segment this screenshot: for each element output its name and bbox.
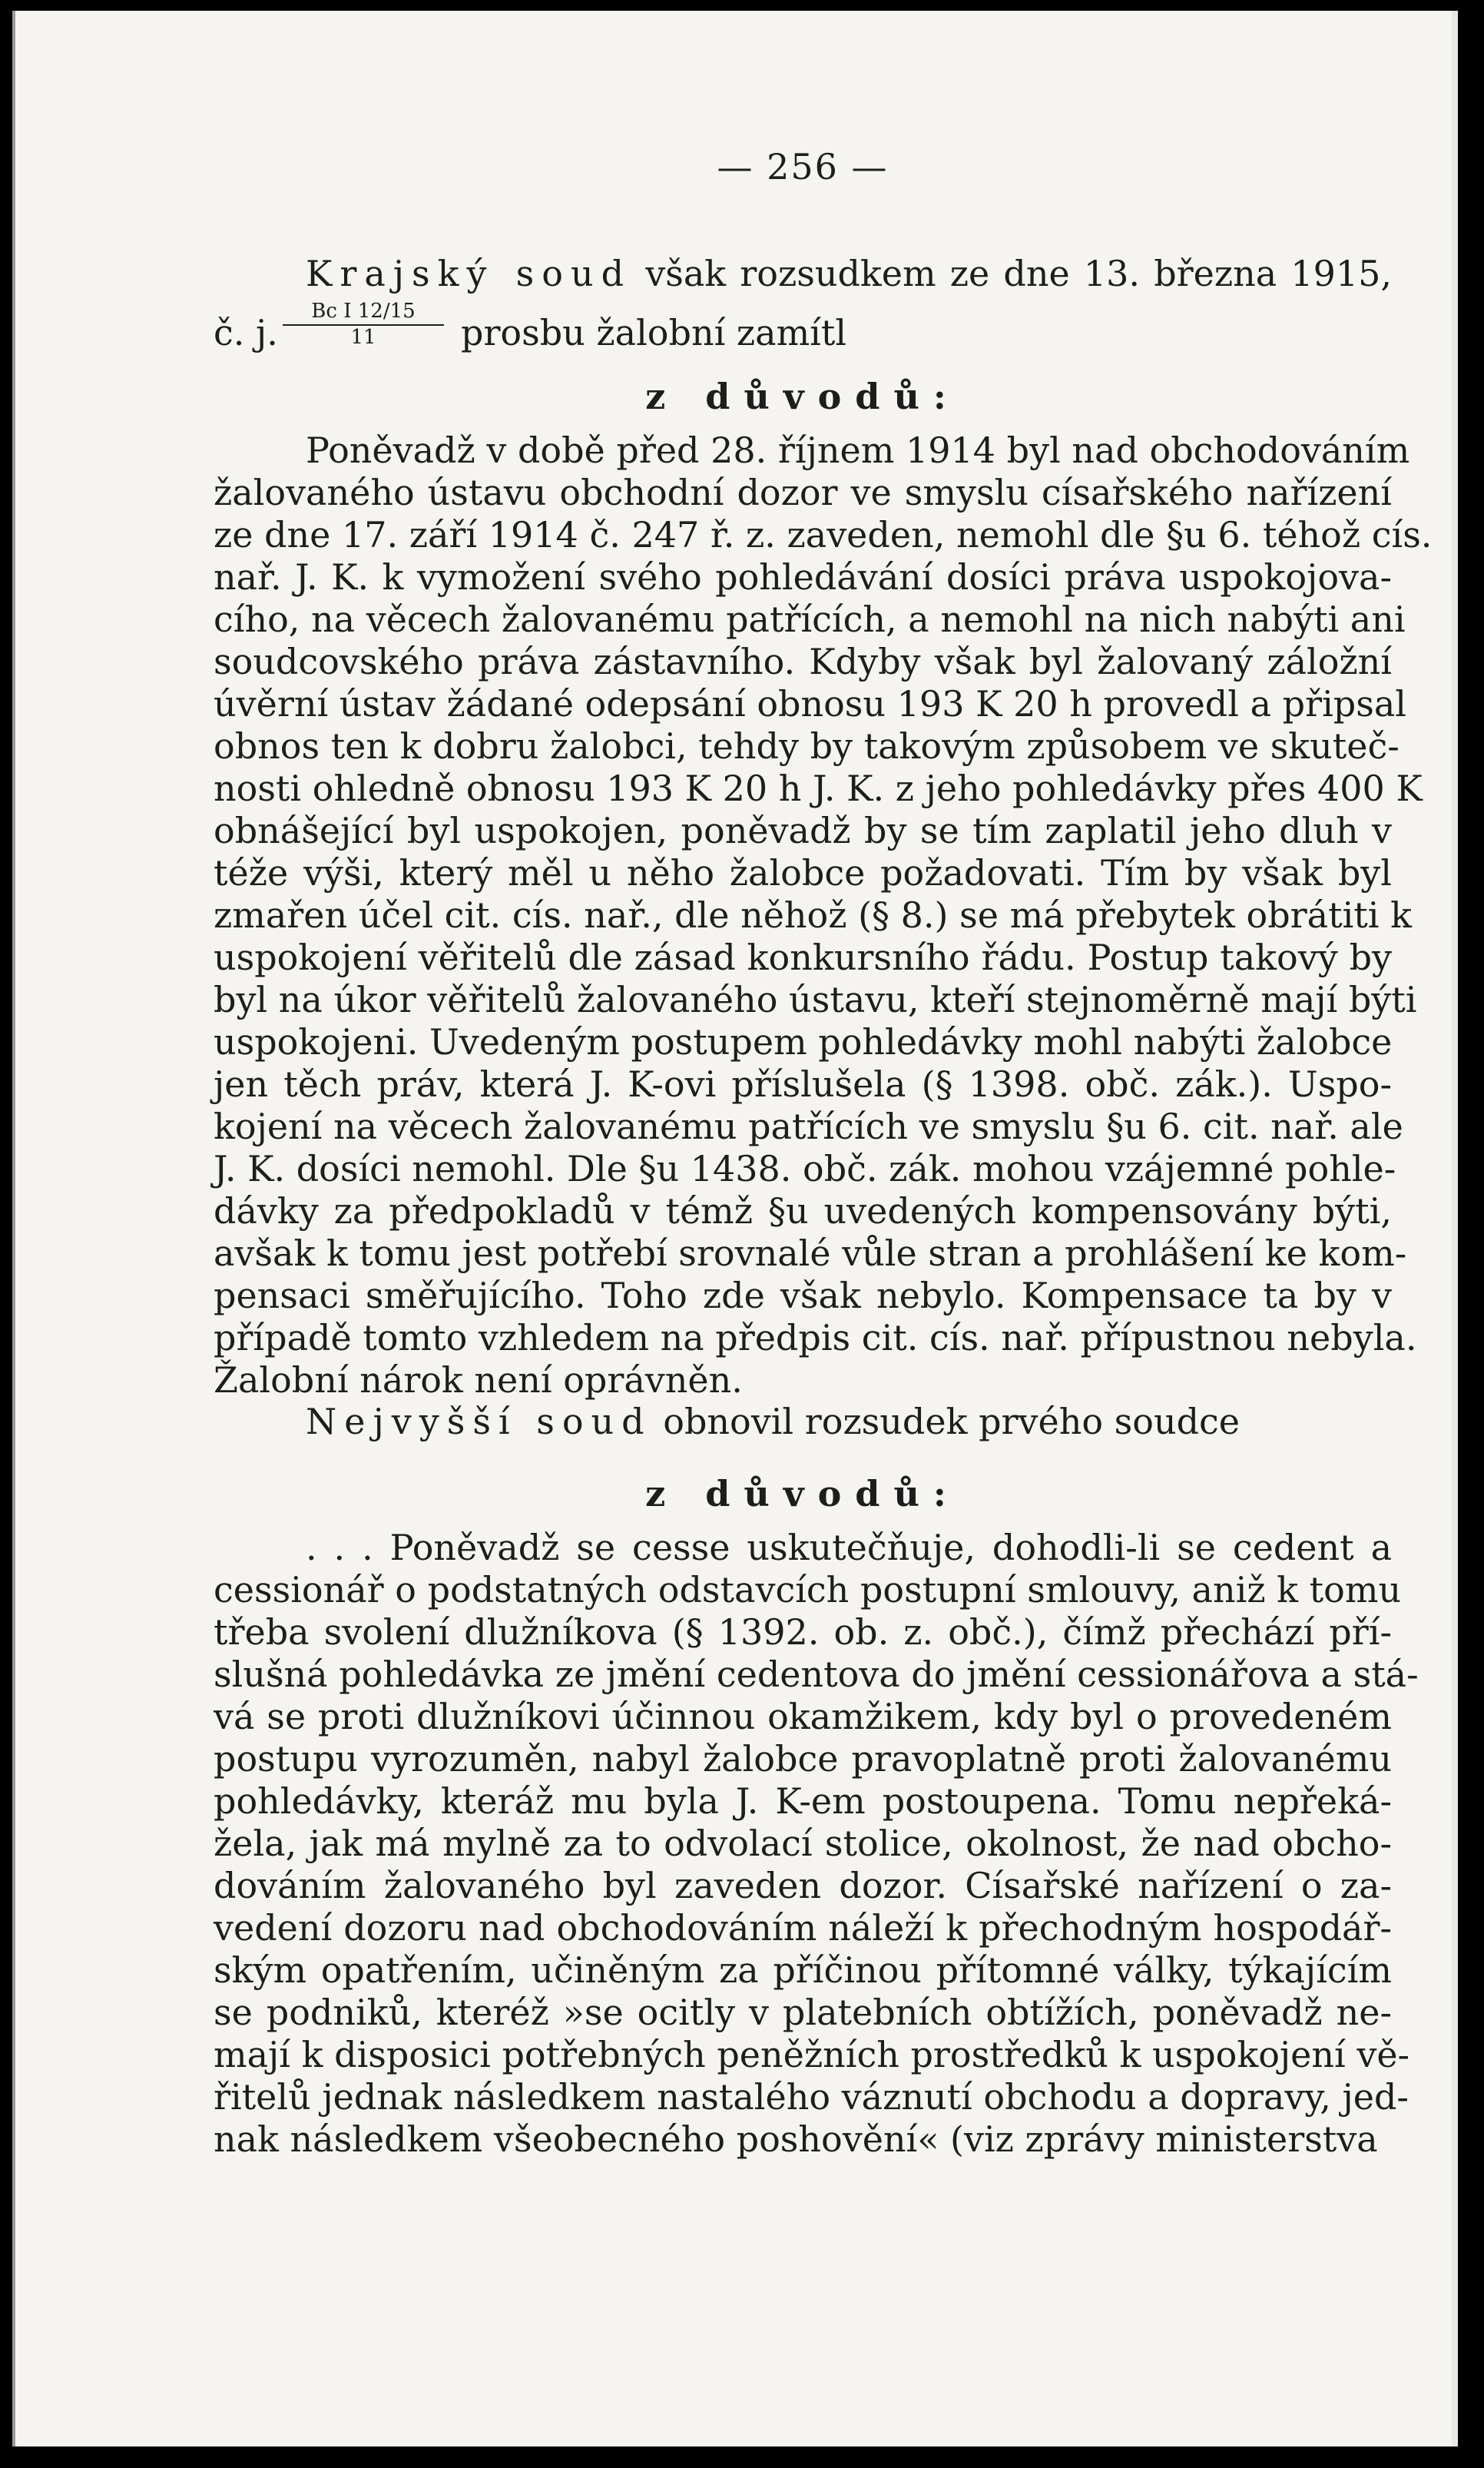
text-line: úvěrní ústav žádané odepsání obnosu 193 K 20 h provedl a připsal	[214, 683, 1406, 725]
text-line: slušná pohledávka ze jmění cedentova do jmění cessionářova a stá-	[214, 1654, 1419, 1695]
text-line: kojení na věcech žalovanému patřících ve smyslu §u 6. cit. nař. ale	[214, 1106, 1403, 1147]
court-name-spaced: Krajský soud	[306, 253, 632, 294]
text-line: cího, na věcech žalovanému patřících, a nemohl na nich nabýti ani	[214, 599, 1406, 640]
text-line: Poněvadž v době před 28. říjnem 1914 byl nad obchodováním	[306, 430, 1410, 471]
text-line: případě tomto vzhledem na předpis cit. cís. nař. přípustnou nebyla.	[214, 1317, 1417, 1358]
citation-rest: prosbu žalobní zamítl	[461, 312, 847, 353]
text-line: se podniků, kteréž »se ocitly v platebních obtížích, poněvadž ne-	[214, 1992, 1392, 2033]
text-line: Žalobní nárok není oprávněn.	[214, 1359, 743, 1401]
text-line: . . . Poněvadž se cesse uskutečňuje, dohodli-li se cedent a	[306, 1527, 1392, 1568]
supreme-court-rest: obnovil rozsudek prvého soudce	[651, 1401, 1241, 1442]
text-line: nosti ohledně obnosu 193 K 20 h J. K. z jeho pohledávky přes 400 K	[214, 768, 1423, 809]
text-line: postupu vyrozuměn, nabyl žalobce pravoplatně proti žalovanému	[214, 1738, 1392, 1780]
text-line: jen těch práv, která J. K-ovi příslušela (§ 1398. obč. zák.). Uspo-	[214, 1063, 1392, 1105]
text-line: pensaci směřujícího. Toho zde však nebylo. Kompensace ta by v	[214, 1275, 1392, 1316]
text-line: třeba svolení dlužníkova (§ 1392. ob. z. obč.), čímž přechází pří-	[214, 1611, 1392, 1653]
text-line: nař. J. K. k vymožení svého pohledávání dosíci práva uspokojova-	[214, 556, 1392, 598]
text-line: dávky za předpokladů v témž §u uvedených kompensovány býti,	[214, 1190, 1392, 1232]
text-line: pohledávky, kteráž mu byla J. K-em postoupena. Tomu nepřeká-	[214, 1780, 1392, 1822]
text-line: žela, jak má mylně za to odvolací stolice, okolnost, že nad obcho-	[214, 1823, 1392, 1864]
text-line: uspokojeni. Uvedeným postupem pohledávky mohl nabýti žalobce	[214, 1021, 1393, 1063]
text-line: vá se proti dlužníkovi účinnou okamžikem, kdy byl o provedeném	[214, 1696, 1392, 1737]
citation-numerator: Bc I 12/15	[283, 300, 444, 326]
supreme-court-spaced: Nejvyšší soud	[306, 1401, 652, 1442]
text-line: dováním žalovaného byl zaveden dozor. Císařské nařízení o za-	[214, 1865, 1392, 1906]
text-line: ze dne 17. září 1914 č. 247 ř. z. zaveden, nemohl dle §u 6. téhož cís.	[214, 514, 1433, 556]
text-line: řitelů jednak následkem nastalého váznutí obchodu a dopravy, jed-	[214, 2076, 1409, 2118]
text-line: cessionář o podstatných odstavcích postupní smlouvy, aniž k tomu	[214, 1569, 1402, 1611]
text-line: žalovaného ústavu obchodní dozor ve smyslu císařského nařízení	[214, 472, 1392, 513]
text-line: uspokojení věřitelů dle zásad konkursního řádu. Postup takový by	[214, 937, 1392, 978]
heading-reasons-second: z důvodů:	[645, 1473, 960, 1514]
citation-line	[214, 295, 905, 364]
scanned-page	[12, 11, 1453, 2446]
text-line: avšak k tomu jest potřebí srovnalé vůle stran a prohlášení ke kom-	[214, 1232, 1407, 1274]
citation-prefix: č. j.	[214, 312, 278, 353]
heading-reasons-first: z důvodů:	[645, 376, 960, 417]
citation-fraction	[283, 300, 444, 349]
opening-line-rest: však rozsudkem ze dne 13. března 1915,	[631, 253, 1392, 294]
text-line: zmařen účel cit. cís. nař., dle něhož (§ 8.) se má přebytek obrátiti k	[214, 894, 1412, 936]
text-line: soudcovského práva zástavního. Kdyby však byl žalovaný záložní	[214, 641, 1392, 682]
text-line: mají k disposici potřebných peněžních prostředků k uspokojení vě-	[214, 2034, 1410, 2075]
text-line: vedení dozoru nad obchodováním náleží k přechodným hospodář-	[214, 1907, 1392, 1949]
text-line: nak následkem všeobecného poshovění« (viz zprávy ministerstva	[214, 2118, 1378, 2160]
opening-line	[214, 250, 1392, 297]
text-line: obnos ten k dobru žalobci, tehdy by takovým způsobem ve skuteč-	[214, 725, 1400, 767]
text-line: J. K. dosíci nemohl. Dle §u 1438. obč. zák. mohou vzájemné pohle-	[214, 1148, 1396, 1189]
page-number: — 256 —	[717, 146, 889, 187]
text-line: ským opatřením, učiněným za příčinou přítomné války, týkajícím	[214, 1949, 1392, 1991]
supreme-court-line	[214, 1398, 1392, 1445]
citation-denominator: 11	[350, 326, 376, 349]
text-line: téže výši, který měl u něho žalobce požadovati. Tím by však byl	[214, 852, 1392, 894]
text-line: byl na úkor věřitelů žalovaného ústavu, kteří stejnoměrně mají býti	[214, 979, 1417, 1020]
text-line: obnášející byl uspokojen, poněvadž by se tím zaplatil jeho dluh v	[214, 810, 1392, 851]
